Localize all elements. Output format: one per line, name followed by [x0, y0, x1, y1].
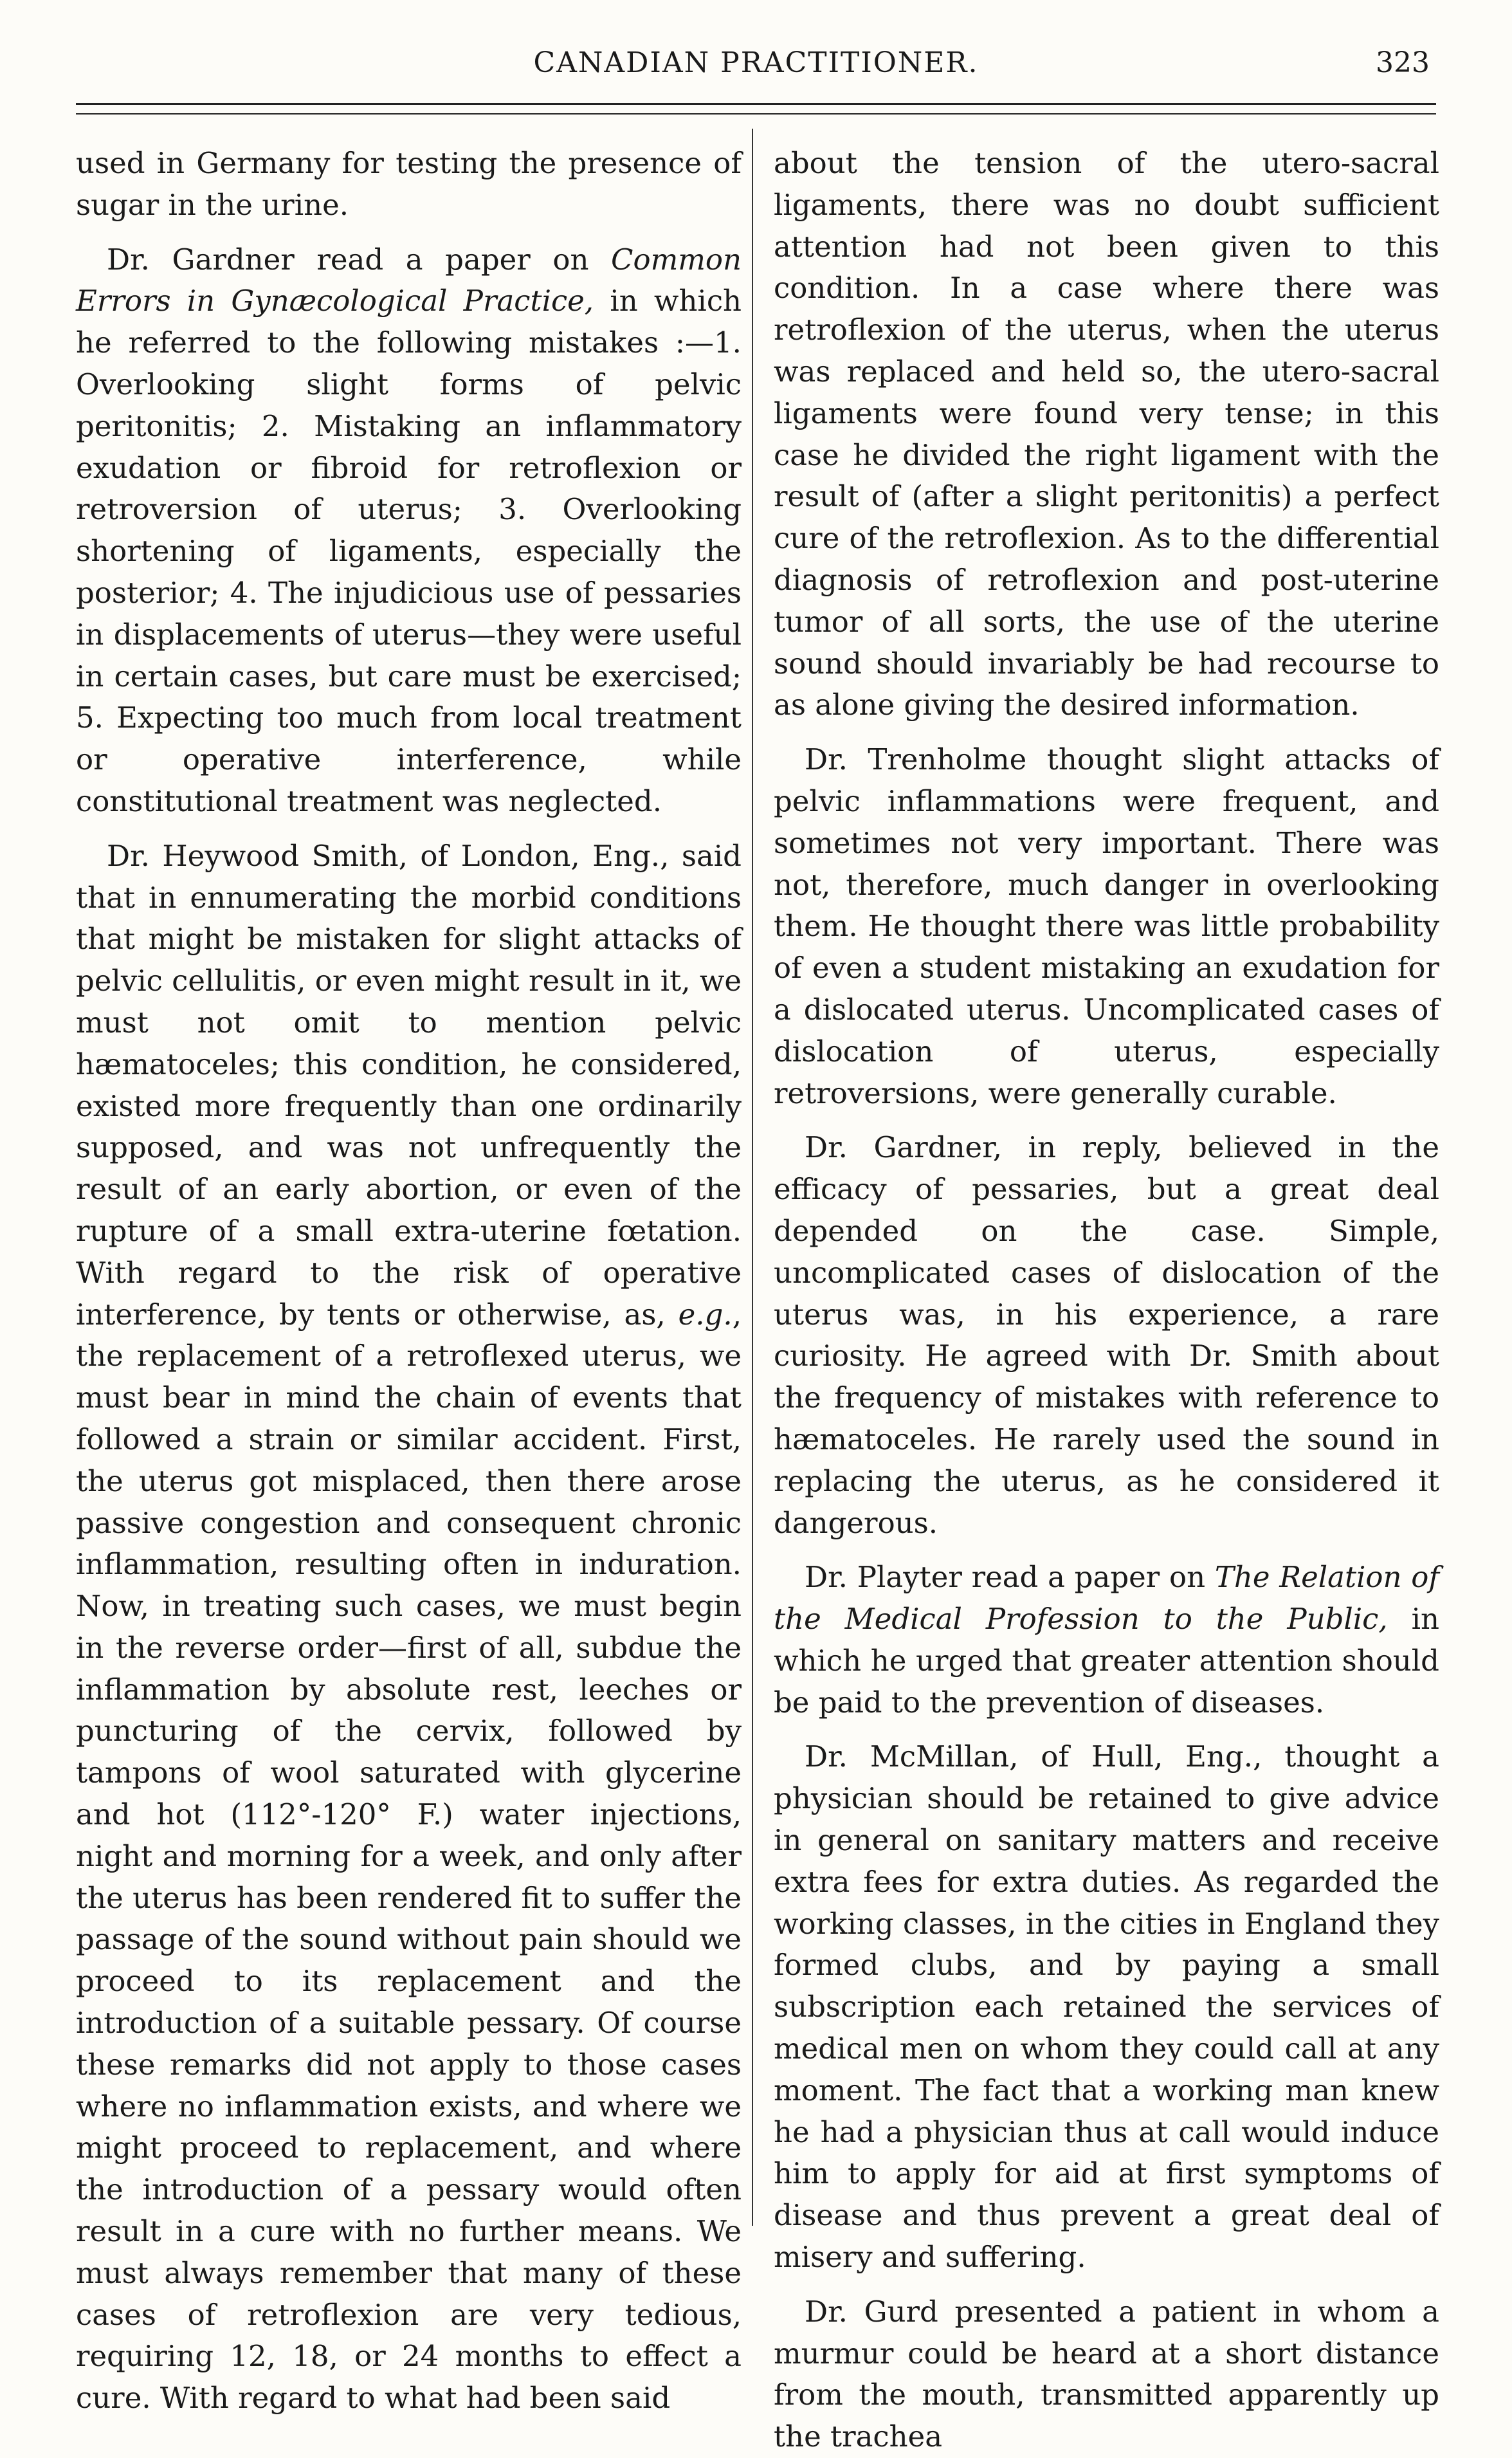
paragraph: Dr. McMillan, of Hull, Eng., thought a physician should be retained to give advice in general on sanitary matters and receive extra fees for extra duties. As regarded the working classes, in the cities in England they formed clubs, and by paying a small subscription each retained the services of medical men on whom they could call at any moment. The fact that a working man knew he had a physician thus at call would induce him to apply for aid at first symptoms of disease and thus prevent a great deal of misery and suffering.	[774, 1739, 1439, 2275]
abbreviation: e.g.	[678, 1297, 733, 1332]
header-rule-top	[76, 103, 1436, 105]
paper-title: Common Errors in Gynæcological Practice,	[76, 242, 742, 318]
page-header	[76, 46, 1436, 104]
left-column	[76, 143, 742, 2419]
paragraph-text: , the replacement of a retroflexed uterus, we must bear in mind the chain of events that followed a strain or similar accident. First, the uterus got misplaced, then there arose passive congestion and consequent chronic inflammation, resulting often in induration. Now, in treating such cases, we must begin in the reverse order—first of all, subdue the inflammation by absolute rest, leeches or puncturing of the cervix, followed by tampons of wool saturated with glycerine and hot (112°-120° F.) water injections, night and morning for a week, and only after the uterus has been rendered fit to suffer the passage of the sound without pain should we proceed to its replacement and the introduction of a suitable pessary. Of course these remarks did not apply to those cases where no inflammation exists, and where we might proceed to replacement, and where the introduction of a pessary would often result in a cure with no further means. We must always remember that many of these cases of retroflexion are very tedious, requiring 12, 18, or 24 months to effect a cure. With regard to what had been said	[76, 1297, 742, 2416]
paragraph-text: in which he referred to the following mistakes :—1. Overlooking slight forms of pelvic peritonitis; 2. Mistaking an inflammatory exudation or fibroid for retroflexion or retroversion of uterus; 3. Overlooking shortening of ligaments, especially the posterior; 4. The injudicious use of pessaries in displacements of uterus—they were useful in certain cases, but care must be exercised; 5. Expecting too much from local treatment or operative interference, while constitutional treatment was neglected.	[76, 284, 742, 818]
paragraph-text: in which he urged that greater attention should be paid to the prevention of diseases.	[774, 1602, 1439, 1720]
column-divider	[752, 129, 753, 2226]
paragraph	[774, 1557, 1439, 1723]
paragraph-text: Dr. Heywood Smith, of London, Eng., said that in ennumerating the morbid conditions that might be mistaken for slight attacks of pelvic cellulitis, or even might result in it, we must not omit to mention pelvic hæmatoceles; this condition, he considered, existed more frequently than one ordinarily supposed, and was not unfrequently the result of an early abortion, or even of the rupture of a small extra-uterine fœtation. With regard to the risk of operative interference, by tents or otherwise, as,	[76, 838, 742, 1332]
paragraph: Dr. Gurd presented a patient in whom a murmur could be heard at a short distance from the mouth, transmitted apparently up the trachea	[774, 2294, 1439, 2454]
paragraph: Dr. Gardner, in reply, believed in the efficacy of pessaries, but a great deal depended on the case. Simple, uncomplicated cases of dislocation of the uterus was, in his experience, a rare curiosity. He agreed with Dr. Smith about the frequency of mistakes with reference to hæmatoceles. He rarely used the sound in replacing the uterus, as he considered it dangerous.	[774, 1130, 1439, 1540]
paragraph-text: Dr. Playter read a paper on	[805, 1560, 1215, 1595]
paragraph	[76, 836, 742, 2419]
right-column	[774, 143, 1439, 2458]
paragraph: about the tension of the utero-sacral ligaments, there was no doubt sufficient attention had not been given to this condition. In a case where there was retroflexion of the uterus, when the uterus was replaced and held so, the utero-sacral ligaments were found very tense; in this case he divided the right ligament with the result of (after a slight peritonitis) a perfect cure of the retroflexion. As to the differential diagnosis of retroflexion and post-uterine tumor of all sorts, the use of the uterine sound should invariably be had recourse to as alone giving the desired information.	[774, 146, 1439, 722]
paper-title: The Relation of the Medical Profession to the Public,	[774, 1560, 1439, 1637]
paragraph-text: Dr. Gardner read a paper on	[107, 242, 612, 277]
paragraph: Dr. Trenholme thought slight attacks of pelvic inflammations were frequent, and sometimes not very important. There was not, therefore, much danger in overlooking them. He thought there was little probability of even a student mistaking an exudation for a dislocated uterus. Uncomplicated cases of dislocation of uterus, especially retroversions, were generally curable.	[774, 742, 1439, 1110]
header-rule-bottom	[76, 113, 1436, 115]
running-title: CANADIAN PRACTITIONER.	[533, 46, 979, 79]
page-number: 323	[1376, 46, 1430, 79]
paragraph: used in Germany for testing the presence of sugar in the urine.	[76, 146, 742, 222]
paragraph	[76, 239, 742, 823]
